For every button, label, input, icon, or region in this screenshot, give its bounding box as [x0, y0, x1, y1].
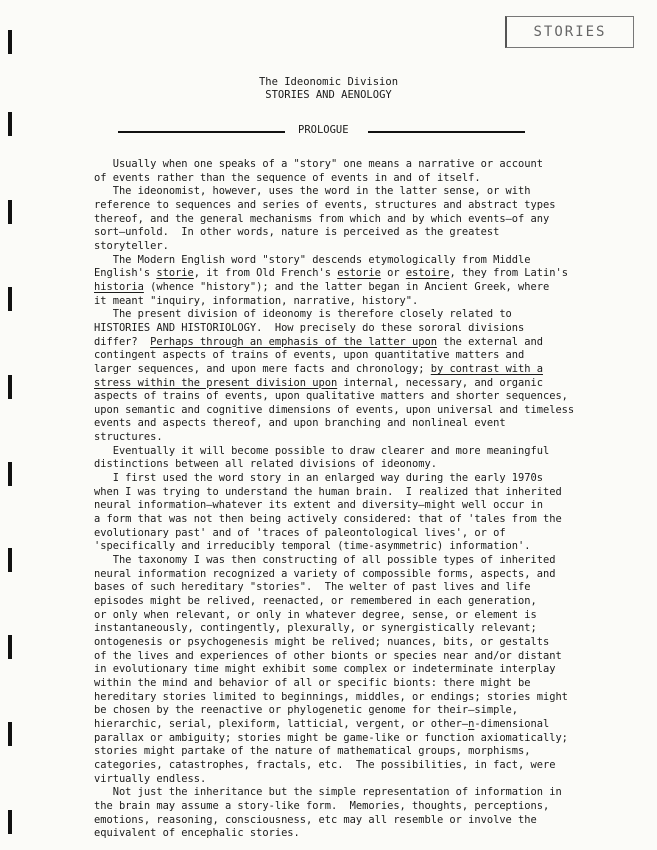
text-line — [94, 827, 624, 841]
text-segment: parallax or ambiguity; stories might be game-like or function axiomatically; — [94, 731, 568, 744]
text-segment: reference to sequences and series of events, structures and abstract types — [94, 198, 556, 211]
text-segment: or only when relevant, or only in whatever degree, sense, or element is — [94, 608, 537, 621]
text-segment: , it from Old French's — [193, 267, 338, 280]
text-line — [94, 568, 624, 582]
text-segment: I first used the word story in an enlarged way during the early 1970s — [94, 472, 543, 485]
text-segment: sort—unfold. In other words, nature is perceived as the greatest — [94, 226, 500, 239]
text-segment: within the mind and behavior of all or specific bionts: there might be — [94, 676, 531, 689]
margin-mark — [8, 112, 12, 136]
margin-mark — [8, 548, 12, 572]
division-subtitle: STORIES AND AENOLOGY — [265, 89, 392, 101]
text-line — [94, 390, 624, 404]
text-segment: be chosen by the reenactive or phylogenetic genome for their—simple, — [94, 704, 519, 717]
text-line — [94, 226, 624, 240]
text-line — [94, 581, 624, 595]
text-line — [94, 404, 624, 418]
text-line — [94, 458, 624, 472]
margin-mark — [8, 462, 12, 486]
text-segment: hierarchic, serial, plexiform, latticial, vergent, or other— — [94, 717, 469, 730]
text-segment: differ? — [94, 335, 151, 348]
text-line — [94, 814, 624, 828]
text-line — [94, 554, 624, 568]
text-line — [94, 499, 624, 513]
text-line — [94, 773, 624, 787]
text-segment: the brain may assume a story-like form. Memories, thoughts, perceptions, — [94, 799, 550, 812]
text-segment: larger sequences, and upon mere facts and chronology; — [94, 362, 431, 375]
margin-mark — [8, 30, 12, 54]
text-line — [94, 336, 624, 350]
text-line — [94, 540, 624, 554]
stories-stamp: STORIES — [505, 16, 634, 48]
text-line — [94, 759, 624, 773]
underlined-text: historia — [94, 280, 144, 293]
text-segment: neural information—whatever its extent and diversity—might well occur in — [94, 499, 543, 512]
text-segment: emotions, reasoning, consciousness, etc may all resemble or involve the — [94, 813, 537, 826]
text-segment: , they from Latin's — [449, 267, 568, 280]
text-line — [94, 732, 624, 746]
text-segment: virtually endless. — [94, 772, 207, 785]
text-line — [94, 281, 624, 295]
text-segment: instantaneously, contingently, plexurally, or synergistically relevant; — [94, 622, 537, 635]
text-line — [94, 295, 624, 309]
text-segment: The present division of ideonomy is therefore closely related to — [94, 308, 512, 321]
text-segment: Usually when one speaks of a "story" one means a narrative or account — [94, 158, 543, 170]
text-segment: The Modern English word "story" descends etymologically from Middle — [94, 253, 531, 266]
text-line — [94, 527, 624, 541]
text-segment: -dimensional — [474, 717, 550, 730]
text-segment: events and aspects thereof, and upon branching and nonlineal event — [94, 417, 506, 430]
text-segment: thereof, and the general mechanisms from which and by which events—of any — [94, 212, 550, 225]
text-segment: neural information recognized a variety of compossible forms, aspects, and — [94, 567, 556, 580]
text-line — [94, 622, 624, 636]
text-segment: of events rather than the sequence of events in and of itself. — [94, 171, 481, 184]
margin-mark — [8, 287, 12, 311]
text-line — [94, 609, 624, 623]
text-line — [94, 650, 624, 664]
text-segment: English's — [94, 267, 157, 280]
text-segment: structures. — [94, 431, 163, 444]
text-segment: aspects of trains of events, upon qualitative matters and shorter sequences, — [94, 390, 568, 403]
text-line — [94, 431, 624, 445]
text-line — [94, 254, 624, 268]
text-segment: HISTORIES AND HISTORIOLOGY. How precisely do these sororal divisions — [94, 321, 525, 334]
rule-left — [118, 131, 285, 133]
text-segment: bases of such hereditary "stories". The welter of past lives and life — [94, 581, 531, 594]
text-segment: of the lives and experiences of other bionts or species near and/or distant — [94, 649, 562, 662]
section-heading: PROLOGUE — [298, 124, 349, 136]
margin-mark — [8, 810, 12, 834]
text-segment: Not just the inheritance but the simple representation of information in — [94, 786, 562, 799]
underlined-text: Perhaps through an emphasis of the latter upon — [150, 335, 437, 348]
text-line — [94, 800, 624, 814]
margin-mark — [8, 722, 12, 746]
text-line — [94, 704, 624, 718]
text-line — [94, 445, 624, 459]
margin-mark — [8, 635, 12, 659]
underlined-text: stress within the present division upon — [94, 376, 338, 389]
text-line — [94, 308, 624, 322]
text-segment: it meant "inquiry, information, narrative, history". — [94, 294, 419, 307]
text-segment: evolutionary past' and of 'traces of paleontological lives', or of — [94, 526, 506, 539]
rule-right — [368, 131, 525, 133]
text-line — [94, 349, 624, 363]
text-segment: contingent aspects of trains of events, upon quantitative matters and — [94, 349, 525, 362]
text-line — [94, 267, 624, 281]
text-segment: or — [380, 267, 406, 280]
text-line — [94, 595, 624, 609]
text-line — [94, 636, 624, 650]
text-line — [94, 185, 624, 199]
text-segment: (whence "history"); and the latter began in Ancient Greek, where — [143, 280, 550, 293]
underlined-text: estorie — [337, 267, 381, 280]
text-segment: categories, catastrophes, fractals, etc. The possibilities, in fact, were — [94, 758, 556, 771]
text-line — [94, 472, 624, 486]
margin-mark — [8, 375, 12, 399]
underlined-text: estoire — [405, 267, 450, 280]
text-line — [94, 691, 624, 705]
margin-mark — [8, 200, 12, 224]
text-line — [94, 718, 624, 732]
text-line — [94, 172, 624, 186]
text-segment: ontogenesis or psychogenesis might be relived; nuances, bits, or gestalts — [94, 635, 550, 648]
text-segment: episodes might be relived, reenacted, or remembered in each generation, — [94, 595, 537, 607]
text-segment: the external and — [436, 335, 543, 348]
text-segment: storyteller. — [94, 239, 169, 252]
underlined-text: by contrast with a — [430, 362, 543, 375]
division-title: The Ideonomic Division — [258, 76, 399, 88]
text-line — [94, 486, 624, 500]
text-segment: internal, necessary, and organic — [337, 376, 543, 389]
text-line — [94, 786, 624, 800]
text-segment: Eventually it will become possible to draw clearer and more meaningful — [94, 444, 550, 457]
text-segment: The ideonomist, however, uses the word in the latter sense, or with — [94, 185, 531, 198]
text-line — [94, 199, 624, 213]
text-segment: stories might partake of the nature of mathematical groups, morphisms, — [94, 745, 531, 758]
text-line — [94, 677, 624, 691]
underlined-text: storie — [156, 267, 194, 280]
text-line — [94, 513, 624, 527]
text-line — [94, 213, 624, 227]
text-segment: upon semantic and cognitive dimensions of events, upon universal and timeless — [94, 403, 575, 416]
text-segment: when I was trying to understand the human brain. I realized that inherited — [94, 485, 562, 498]
text-segment: hereditary stories limited to beginnings, middles, or endings; stories might — [94, 690, 568, 703]
text-line — [94, 158, 624, 172]
text-line — [94, 417, 624, 431]
text-line — [94, 322, 624, 336]
text-segment: distinctions between all related divisions of ideonomy. — [94, 458, 437, 471]
text-line — [94, 745, 624, 759]
body-text — [94, 158, 624, 841]
text-segment: 'specifically and irreducibly temporal (time-asymmetric) information'. — [94, 540, 531, 553]
text-line — [94, 363, 624, 377]
text-line — [94, 377, 624, 391]
underlined-text: n — [468, 717, 475, 730]
text-segment: in evolutionary time might exhibit some complex or indeterminate interplay — [94, 663, 556, 676]
text-segment: equivalent of encephalic stories. — [94, 827, 300, 840]
text-line — [94, 663, 624, 677]
text-segment: The taxonomy I was then constructing of all possible types of inherited — [94, 554, 556, 567]
text-segment: a form that was not then being actively considered: that of 'tales from the — [94, 513, 562, 526]
text-line — [94, 240, 624, 254]
